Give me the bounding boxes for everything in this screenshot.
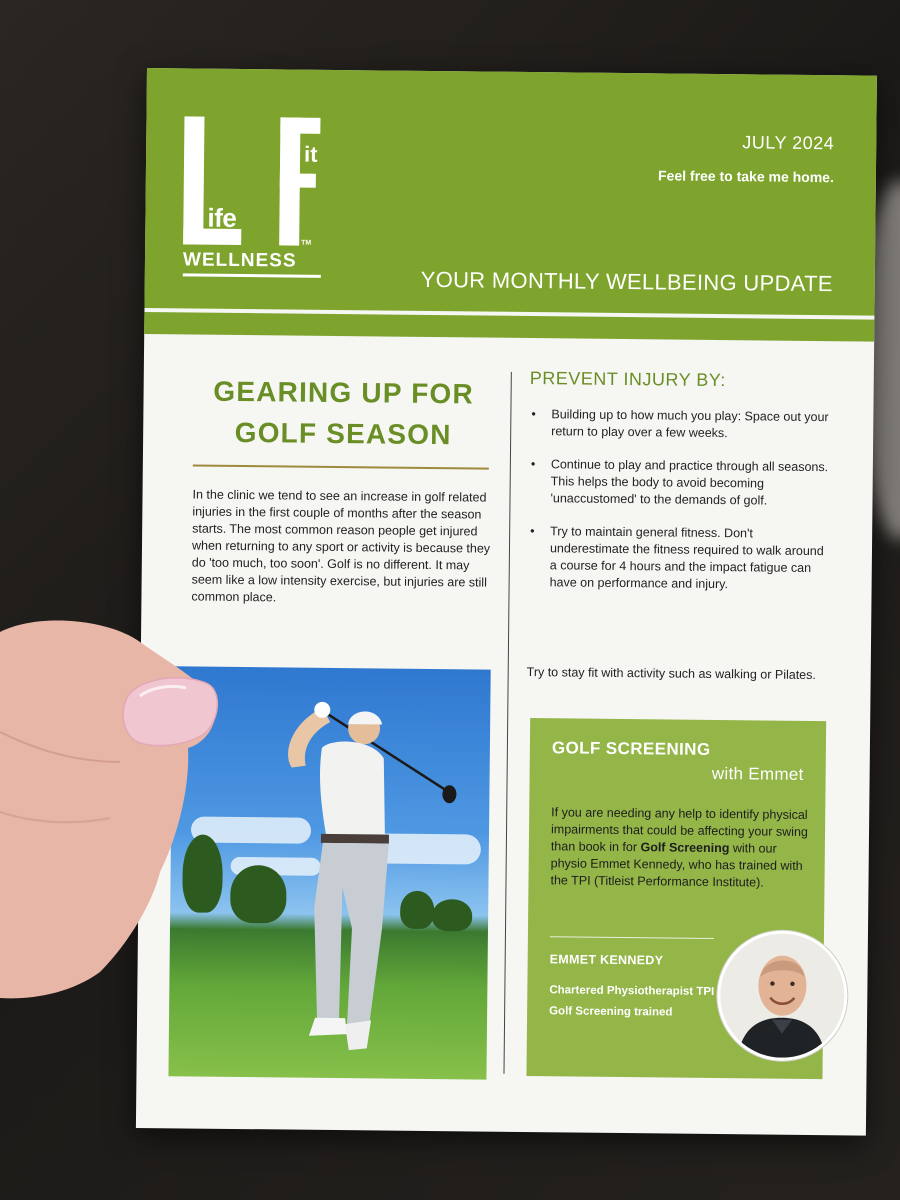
screening-description: [550, 804, 813, 892]
header-banner: [144, 68, 876, 316]
physio-name: EMMET KENNEDY: [549, 952, 664, 968]
screening-text-before: If you are needing any help to identify physical impairments that could be affecting your swing than book in for: [550, 805, 808, 855]
prevent-injury-list: [527, 406, 829, 610]
logo-wellness: WELLNESS: [183, 249, 321, 277]
logo-text-ife: ife: [207, 202, 237, 233]
list-item: • Building up to how much you play: Space out your return to play over a few weeks.: [529, 406, 829, 443]
hand-holding-flyer: [0, 612, 235, 1002]
newsletter-subtitle: YOUR MONTHLY WELLBEING UPDATE: [420, 266, 833, 297]
logo-letter-f-top: [280, 117, 320, 133]
article-title-line1: GEARING UP FOR: [213, 375, 475, 410]
title-rule: [193, 465, 489, 470]
screening-rule: [550, 936, 714, 939]
article-title: [193, 371, 494, 456]
physio-portrait: [717, 930, 848, 1061]
screening-text-bold: Golf Screening: [640, 840, 730, 856]
article-intro: In the clinic we tend to see an increase in golf related injuries in the first couple of months after the season starts. The most common reason people get injured when returning to any sport or activity is because they do 'too much, too soon'. Golf is no different. It may seem like a low intensity exercise, but injuries are still common place.: [191, 487, 491, 605]
physio-role: Chartered Physiotherapist TPI Golf Screening trained: [549, 984, 715, 1019]
header-stripe: [144, 312, 874, 342]
physio-portrait-figure: [720, 933, 845, 1058]
article-title-line2: GOLF SEASON: [234, 416, 452, 451]
screening-title: GOLF SCREENING: [551, 738, 711, 759]
logo-text-it: it: [303, 141, 318, 167]
screening-subtitle: with Emmet: [711, 763, 804, 784]
list-item: • Try to maintain general fitness. Don't underestimate the fitness required to walk around a course for 4 hours and the impact fatigue can have on performance and injury.: [528, 523, 829, 594]
issue-date: JULY 2024: [742, 132, 835, 154]
logo-trademark: TM: [301, 239, 312, 247]
logo-letter-f-mid: [280, 173, 316, 187]
logo-letter-l: [183, 116, 204, 244]
tagline: Feel free to take me home.: [657, 167, 834, 186]
golf-screening-panel: [526, 718, 826, 1079]
newsletter-flyer: [136, 68, 877, 1136]
lifefit-logo: [183, 116, 325, 282]
prevent-injury-heading: PREVENT INJURY BY:: [529, 368, 726, 391]
prevent-note: Try to stay fit with activity such as walking or Pilates.: [526, 665, 816, 683]
list-item: • Continue to play and practice through all seasons. This helps the body to avoid becoming 'unaccustomed' to the demands of golf.: [528, 456, 829, 510]
column-divider: [503, 372, 511, 1074]
screening-text-after: with our physio Emmet Kennedy, who has trained with the TPI (Titleist Performance Institute).: [550, 841, 803, 890]
